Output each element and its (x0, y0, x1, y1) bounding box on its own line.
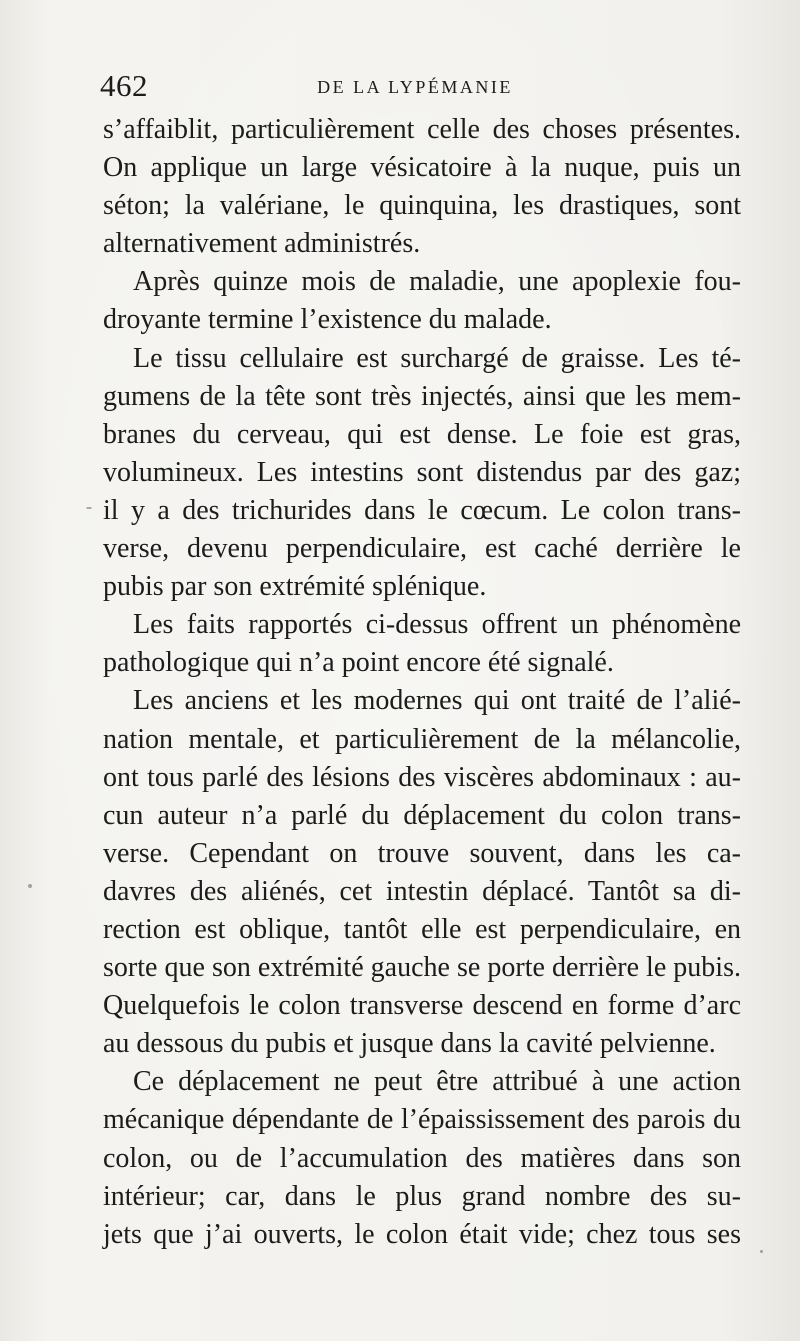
text-line: verse, devenu perpendiculaire, est caché derrière le (103, 533, 741, 565)
text-line: Quelquefois le colon transverse descend en forme d’arc (103, 990, 741, 1022)
text-line: alternativement administrés. (103, 228, 421, 260)
text-line: mécanique dépendante de l’épaississement des parois du (103, 1104, 741, 1136)
text-line: rection est oblique, tantôt elle est perpendiculaire, en (103, 913, 741, 945)
text-line: il y a des trichurides dans le cœcum. Le colon trans- (103, 494, 741, 526)
running-head: DE LA LYPÉMANIE (317, 77, 513, 97)
text-line: nation mentale, et particulièrement de la mélancolie, (103, 723, 741, 755)
text-line: Ce déplacement ne peut être attribué à une action (133, 1066, 741, 1098)
page-header (100, 66, 740, 106)
text-line: verse. Cependant on trouve souvent, dans les ca- (103, 837, 741, 869)
text-line: pathologique qui n’a point encore été signalé. (103, 647, 614, 679)
text-line: Les faits rapportés ci-dessus offrent un phénomène (133, 609, 741, 641)
text-line: colon, ou de l’accumulation des matières dans son (103, 1142, 741, 1174)
text-line: intérieur; car, dans le plus grand nombre des su- (103, 1180, 741, 1212)
text-line: séton; la valériane, le quinquina, les drastiques, sont (103, 190, 741, 222)
page-number: 462 (100, 68, 148, 103)
text-line: Après quinze mois de maladie, une apoplexie fou- (133, 266, 741, 298)
text-line: s’affaiblit, particulièrement celle des choses présentes. (103, 114, 741, 145)
text-line: cun auteur n’a parlé du déplacement du colon trans- (103, 799, 741, 831)
text-line: sorte que son extrémité gauche se porte derrière le pubis. (103, 952, 741, 984)
paper-speck (28, 884, 32, 888)
text-line: davres des aliénés, cet intestin déplacé. Tantôt sa di- (103, 875, 741, 907)
text-line: droyante termine l’existence du malade. (103, 304, 552, 336)
text-line: Les anciens et les modernes qui ont traité de l’alié- (133, 685, 741, 717)
text-line: Le tissu cellulaire est surchargé de graisse. Les té- (133, 342, 741, 374)
paper-speck (86, 507, 92, 509)
text-line: volumineux. Les intestins sont distendus par des gaz; (103, 456, 741, 488)
text-line: pubis par son extrémité splénique. (103, 571, 487, 603)
body-text (103, 111, 741, 1254)
text-line: branes du cerveau, qui est dense. Le foie est gras, (103, 418, 741, 450)
text-line: au dessous du pubis et jusque dans la cavité pelvienne. (103, 1028, 716, 1060)
text-line: ont tous parlé des lésions des viscères abdominaux : au- (103, 761, 741, 793)
text-line: On applique un large vésicatoire à la nuque, puis un (103, 152, 741, 184)
text-line: gumens de la tête sont très injectés, ainsi que les mem- (103, 380, 741, 412)
paper-speck (760, 1250, 763, 1253)
text-line: jets que j’ai ouverts, le colon était vide; chez tous ses (103, 1218, 741, 1250)
